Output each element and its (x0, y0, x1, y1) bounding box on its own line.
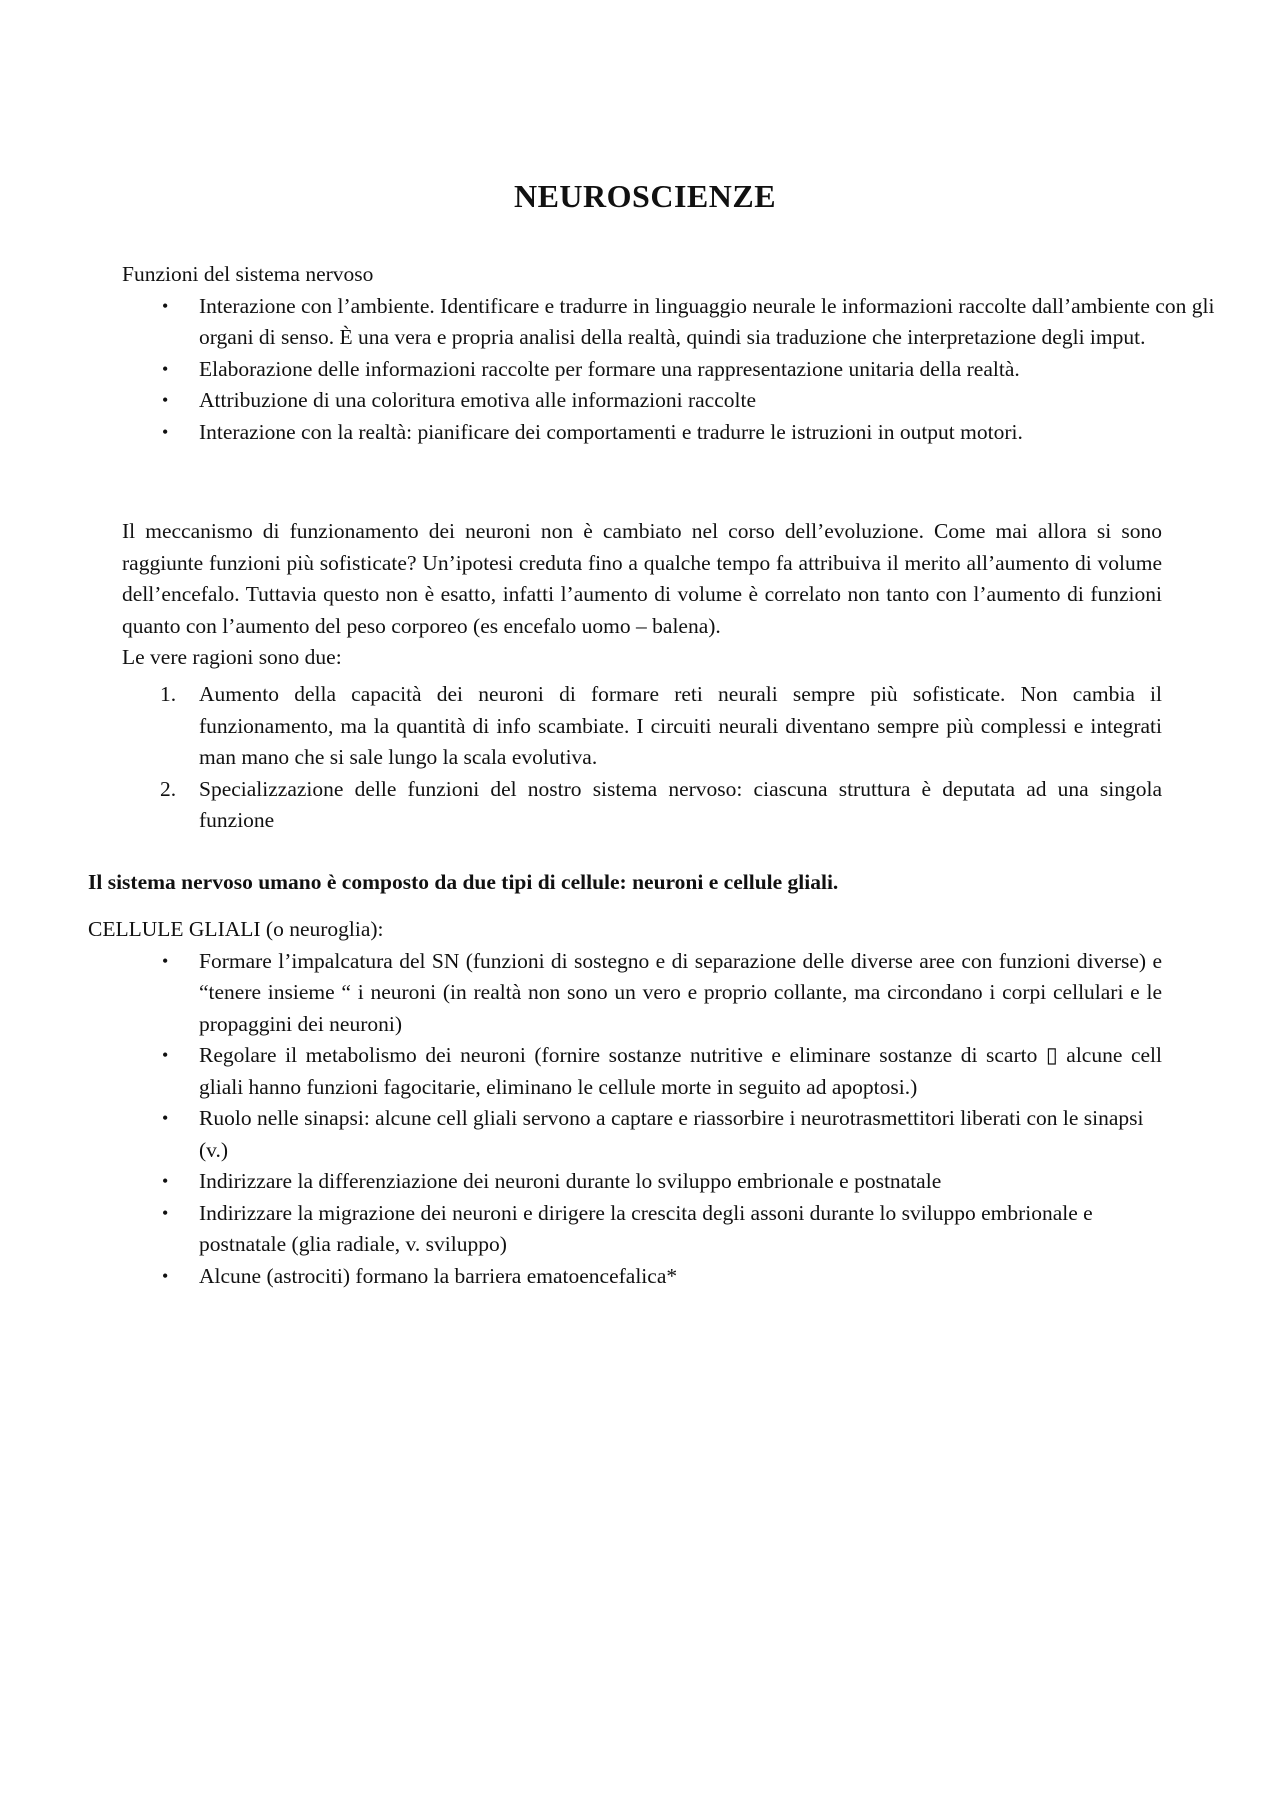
page-title: NEUROSCIENZE (513, 178, 777, 214)
list-item (122, 385, 1162, 417)
list-item (122, 1198, 1162, 1261)
list-item-text: Aumento della capacità dei neuroni di formare reti neurali sempre più sofisticate. Non cambia il funzionamento, ma la quantità di info scambiate. I circuiti neurali diventano sempre più complessi e integrati man mano che si sale lungo la scala evolutiva. (199, 682, 1162, 769)
list-item (122, 774, 1162, 837)
bullet-icon: • (162, 1045, 169, 1065)
reasons-intro: Le vere ragioni sono due: (122, 645, 342, 669)
list-number: 2. (160, 776, 177, 801)
list-item-text: Ruolo nelle sinapsi: alcune cell gliali servono a captare e riassorbire i neurotrasmettitori liberati con le sinapsi (v.) (199, 1106, 1144, 1162)
list-item-text: Interazione con l’ambiente. Identificare e tradurre in linguaggio neurale le informazioni raccolte dall’ambiente con gli organi di senso. È una vera e propria analisi della realtà, quindi sia traduzione che interpretazione degli imput. (199, 293, 1215, 349)
bullet-icon: • (162, 1108, 169, 1128)
bullet-icon: • (162, 421, 169, 442)
bullet-icon: • (162, 950, 169, 971)
section-glial-cells (88, 914, 1162, 1292)
list-item-text: Specializzazione delle funzioni del nostro sistema nervoso: ciascuna struttura è deputata ad una singola funzione (199, 776, 1162, 832)
list-item (122, 354, 1162, 386)
evolution-paragraph (122, 516, 1162, 674)
paragraph-text: Il meccanismo di funzionamento dei neuroni non è cambiato nel corso dell’evoluzione. Come mai allora si sono raggiunte funzioni più sofisticate? Un’ipotesi creduta fino a qualche tempo fa attribuiva il merito all’aumento di volume dell’encefalo. Tuttavia questo non è esatto, infatti l’aumento di volume è correlato non tanto con l’aumento di funzioni quanto con l’aumento del peso corporeo (es encefalo uomo – balena). (122, 519, 1162, 638)
bullet-icon: • (162, 1202, 169, 1223)
section-heading: Funzioni del sistema nervoso (122, 262, 374, 286)
list-item-text: Attribuzione di una coloritura emotiva alle informazioni raccolte (199, 388, 756, 412)
list-item (122, 1040, 1162, 1103)
list-item-text: Elaborazione delle informazioni raccolte per formare una rappresentazione unitaria della realtà. (199, 356, 1020, 381)
list-item-text: Regolare il metabolismo dei neuroni (fornire sostanze nutritive e eliminare sostanze di scarto ▯ alcune cell gliali hanno funzioni fagocitarie, eliminano le cellule morte in seguito ad apoptosi.) (199, 1043, 1162, 1099)
section-heading: CELLULE GLIALI (o neuroglia): (88, 917, 384, 941)
list-item (122, 1103, 1162, 1166)
reasons-list (122, 679, 1162, 837)
list-item-text: Interazione con la realtà: pianificare dei comportamenti e tradurre le istruzioni in output motori. (199, 419, 1023, 444)
list-item (122, 417, 1162, 449)
bullet-icon: • (162, 1171, 169, 1191)
bullet-icon: • (162, 295, 169, 316)
list-item-text: Indirizzare la differenziazione dei neuroni durante lo sviluppo embrionale e postnatale (199, 1169, 942, 1193)
reasons-section (122, 679, 1162, 837)
glial-functions-list (122, 946, 1162, 1293)
bullet-icon: • (162, 358, 169, 379)
bullet-icon: • (162, 390, 169, 410)
list-item (122, 679, 1162, 774)
section-functions (122, 259, 1215, 448)
list-item-text: Alcune (astrociti) formano la barriera ematoencefalica* (199, 1263, 678, 1288)
list-item-text: Indirizzare la migrazione dei neuroni e dirigere la crescita degli assoni durante lo sviluppo embrionale e postnatale (glia radiale, v. sviluppo) (199, 1200, 1093, 1256)
list-item (122, 946, 1162, 1041)
list-number: 1. (160, 682, 177, 706)
list-item (122, 1261, 1162, 1293)
bullet-icon: • (162, 1265, 169, 1286)
list-item (122, 1166, 1162, 1198)
bold-statement: Il sistema nervoso umano è composto da due tipi di cellule: neuroni e cellule gliali. (88, 870, 839, 894)
list-item (122, 291, 1239, 354)
functions-list (122, 291, 1215, 449)
list-item-text: Formare l’impalcatura del SN (funzioni di sostegno e di separazione delle diverse aree con funzioni diverse) e “tenere insieme “ i neuroni (in realtà non sono un vero e proprio collante, ma circondano i corpi cellulari e le propaggini dei neuroni) (199, 948, 1162, 1036)
